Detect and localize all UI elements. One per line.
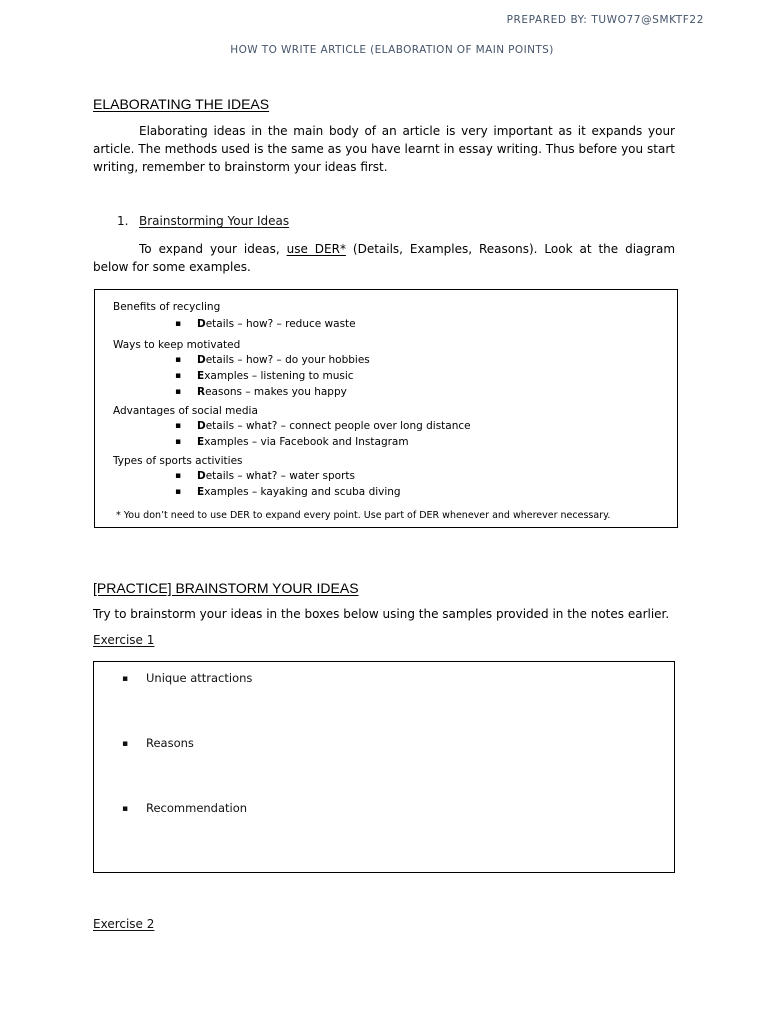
list-item	[175, 384, 347, 400]
list-number: 1.	[117, 214, 129, 228]
der-example-box	[94, 289, 678, 528]
bullet-text: Reasons – makes you happy	[197, 386, 347, 398]
section-heading-elaborating: ELABORATING THE IDEAS	[93, 96, 270, 112]
numbered-heading-brainstorming	[117, 212, 289, 230]
use-der-emphasis: use DER*	[286, 242, 346, 256]
list-item	[175, 418, 471, 434]
bullet-square-icon: ▪	[175, 387, 182, 397]
section-heading-practice: [PRACTICE] BRAINSTORM YOUR IDEAS	[93, 580, 359, 596]
bullet-square-icon: ▪	[175, 421, 182, 431]
exercise-1-label: Exercise 1	[93, 633, 155, 647]
bullet-text: Details – what? – connect people over long distance	[197, 420, 471, 432]
exercise-2-label: Exercise 2	[93, 917, 155, 931]
bullet-text: Details – how? – do your hobbies	[197, 354, 370, 366]
list-item	[122, 735, 194, 752]
expand-text-before: To expand your ideas,	[139, 242, 287, 256]
bullet-text: Examples – listening to music	[197, 370, 354, 382]
exercise-item-label: Unique attractions	[146, 671, 253, 685]
list-item	[175, 468, 355, 484]
list-item	[175, 316, 356, 332]
list-item	[122, 800, 247, 817]
brainstorming-heading: Brainstorming Your Ideas	[139, 214, 290, 228]
bullet-text: Details – how? – reduce waste	[197, 318, 356, 330]
topic-title: Ways to keep motivated	[113, 339, 241, 351]
list-item	[122, 670, 252, 687]
bullet-text: Examples – kayaking and scuba diving	[197, 486, 401, 498]
bullet-square-icon: ▪	[175, 437, 182, 447]
bullet-text: Examples – via Facebook and Instagram	[197, 436, 409, 448]
bullet-square-icon: ▪	[175, 471, 182, 481]
bullet-square-icon: ▪	[175, 355, 182, 365]
exercise-1-box	[93, 661, 675, 873]
bullet-square-icon: ▪	[175, 487, 182, 497]
bullet-square-icon: ▪	[175, 319, 182, 329]
der-footnote: * You don’t need to use DER to expand every point. Use part of DER whenever and wherever necessary.	[116, 510, 611, 521]
bullet-square-icon: ▪	[122, 674, 129, 684]
topic-title: Benefits of recycling	[113, 301, 221, 313]
list-item	[175, 352, 370, 368]
bullet-text: Details – what? – water sports	[197, 470, 355, 482]
topic-title: Types of sports activities	[113, 455, 243, 467]
practice-instruction: Try to brainstorm your ideas in the boxes below using the samples provided in the notes earlier.	[93, 607, 670, 621]
topic-title: Advantages of social media	[113, 405, 258, 417]
bullet-square-icon: ▪	[122, 739, 129, 749]
bullet-square-icon: ▪	[175, 371, 182, 381]
intro-paragraph: Elaborating ideas in the main body of an article is very important as it expands your article. The methods used is the same as you have learnt in essay writing. Thus before you start writing, remember to brainstorm your ideas first.	[93, 124, 675, 174]
list-item	[175, 484, 401, 500]
expand-text-after: (Details, Examples, Reasons). Look at the diagram below for some examples.	[93, 242, 676, 274]
prepared-by-header: PREPARED BY: TUWO77@SMKTF22	[506, 14, 704, 26]
list-item	[175, 434, 409, 450]
document-header-title: HOW TO WRITE ARTICLE (ELABORATION OF MAIN POINTS)	[230, 44, 554, 56]
bullet-square-icon: ▪	[122, 804, 129, 814]
exercise-item-label: Recommendation	[146, 801, 248, 815]
expand-ideas-paragraph	[93, 240, 675, 276]
list-item	[175, 368, 354, 384]
exercise-item-label: Reasons	[146, 736, 194, 750]
